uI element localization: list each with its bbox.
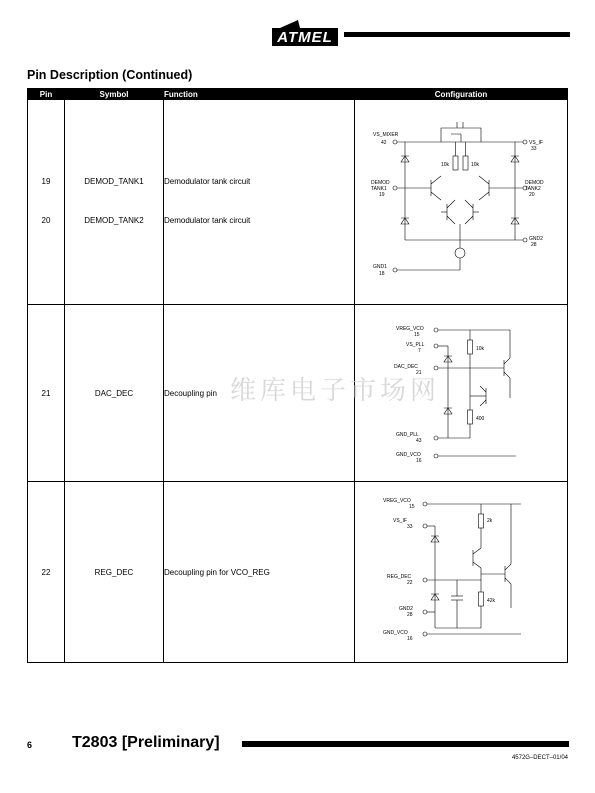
label-pin: 28 bbox=[531, 241, 537, 248]
label-pin: 16 bbox=[407, 636, 413, 642]
pin-symbol: DAC_DEC bbox=[65, 305, 164, 482]
resistor-value: 10k bbox=[476, 346, 485, 352]
footer-title: T2803 [Preliminary] bbox=[72, 734, 220, 751]
label-gnd1: GND1 bbox=[373, 263, 387, 270]
pin-number: 20 bbox=[41, 216, 51, 225]
label-pin: 33 bbox=[531, 145, 537, 152]
label-pin: 15 bbox=[409, 504, 415, 510]
pin-symbol: DEMOD_TANK2 bbox=[84, 216, 144, 225]
label-gnd-vco: GND_VCO bbox=[396, 452, 421, 458]
resistor-value: 10k bbox=[471, 161, 480, 168]
label-vs-if: VS_IF bbox=[393, 518, 407, 524]
resistor-value: 2k bbox=[487, 518, 493, 524]
label-vs-pll: VS_PLL bbox=[406, 342, 425, 348]
config-schematic-reg-dec bbox=[381, 492, 541, 652]
resistor-value: 10k bbox=[441, 161, 450, 168]
pin-number: 22 bbox=[28, 482, 65, 663]
document-code: 4572G–DECT–01/04 bbox=[511, 755, 568, 761]
label-demod: DEMOD bbox=[371, 179, 390, 186]
label-pin: 7 bbox=[418, 348, 421, 354]
label-tank1: TANK1 bbox=[371, 185, 387, 192]
col-header-symbol: Symbol bbox=[65, 89, 164, 100]
table-header-row bbox=[28, 89, 568, 100]
pin-function: Decoupling pin for VCO_REG bbox=[164, 482, 355, 663]
label-gnd-pll: GND_PLL bbox=[396, 432, 419, 438]
svg-text:ATMEL: ATMEL bbox=[277, 29, 333, 46]
label-vreg-vco: VREG_VCO bbox=[383, 498, 411, 504]
header-rule bbox=[344, 32, 570, 37]
pin-number: 21 bbox=[28, 305, 65, 482]
page-number: 6 bbox=[27, 740, 33, 750]
pin-function: Decoupling pin bbox=[164, 305, 355, 482]
pin-symbol: REG_DEC bbox=[65, 482, 164, 663]
label-reg-dec: REG_DEC bbox=[387, 574, 412, 580]
label-dac-dec: DAC_DEC bbox=[394, 364, 418, 370]
pin-symbol: DEMOD_TANK1 bbox=[84, 177, 144, 186]
label-pin: 18 bbox=[379, 270, 385, 277]
label-vs-if: VS_IF bbox=[529, 139, 543, 146]
label-pin: 15 bbox=[414, 332, 420, 338]
label-pin: 21 bbox=[416, 370, 422, 376]
atmel-logo bbox=[270, 18, 340, 48]
label-pin: 42 bbox=[381, 139, 387, 146]
watermark: 维库电子市场网 bbox=[230, 376, 441, 406]
config-schematic-demod-tank bbox=[371, 120, 551, 285]
label-gnd2: GND2 bbox=[529, 235, 543, 242]
label-gnd-vco: GND_VCO bbox=[383, 630, 408, 636]
col-header-pin: Pin bbox=[28, 89, 65, 100]
label-pin: 43 bbox=[416, 438, 422, 444]
label-demod: DEMOD bbox=[525, 179, 544, 186]
label-pin: 22 bbox=[407, 580, 413, 586]
table-row bbox=[28, 100, 568, 305]
pin-function: Demodulator tank circuit bbox=[164, 177, 251, 186]
label-pin: 19 bbox=[379, 191, 385, 198]
section-title: Pin Description (Continued) bbox=[27, 68, 193, 82]
col-header-function: Function bbox=[164, 89, 355, 100]
resistor-value: 42k bbox=[487, 598, 496, 604]
label-pin: 20 bbox=[529, 191, 535, 198]
label-pin: 33 bbox=[407, 524, 413, 530]
footer-rule bbox=[242, 741, 569, 747]
resistor-value: 400 bbox=[476, 416, 485, 422]
label-pin: 16 bbox=[416, 458, 422, 464]
table-row bbox=[28, 482, 568, 663]
col-header-configuration: Configuration bbox=[355, 89, 568, 100]
label-vs-mixer: VS_MIXER bbox=[373, 131, 399, 138]
pin-number: 19 bbox=[41, 177, 51, 186]
label-tank2: TANK2 bbox=[525, 185, 541, 192]
label-gnd2: GND2 bbox=[399, 606, 413, 612]
label-pin: 28 bbox=[407, 612, 413, 618]
label-vreg-vco: VREG_VCO bbox=[396, 326, 424, 332]
pin-function: Demodulator tank circuit bbox=[164, 216, 251, 225]
